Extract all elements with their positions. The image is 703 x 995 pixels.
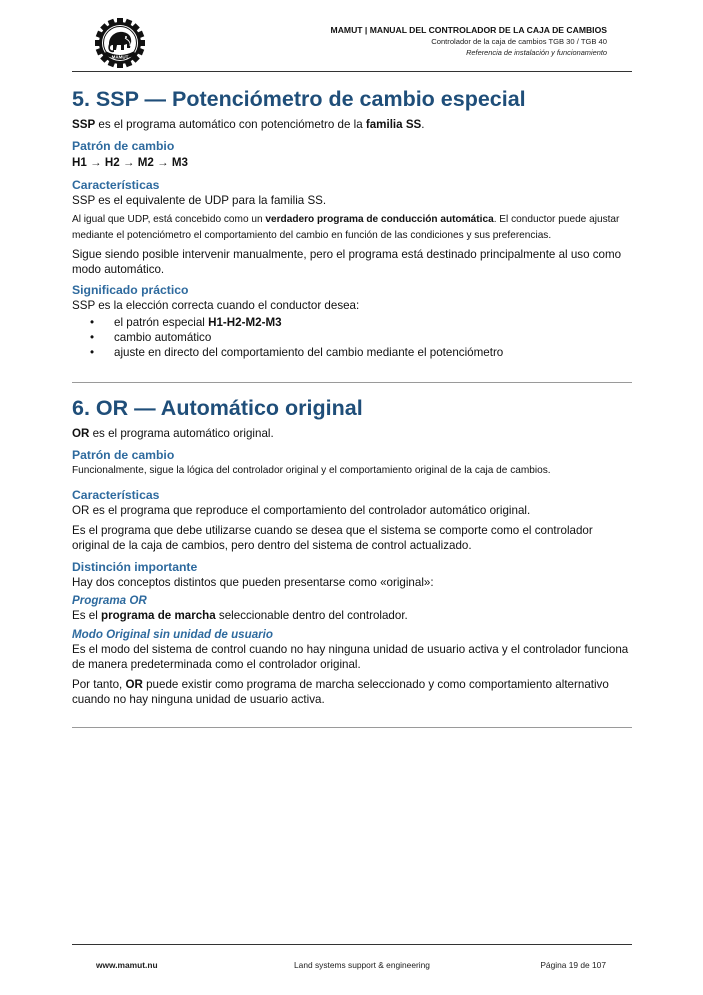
section-intro: SSP es el programa automático con potenciómetro de la familia SS. [72,118,425,131]
subheading-original-mode: Modo Original sin unidad de usuario [72,627,273,641]
section-title: 5. SSP — Potenciómetro de cambio especial [72,87,526,111]
subheading-pattern: Patrón de cambio [72,448,175,462]
footer-website[interactable]: www.mamut.nu [96,960,158,970]
subheading-features: Características [72,487,160,502]
bullet-list [72,315,632,360]
section-intro: OR es el programa automático original. [72,427,274,440]
header-subtitle: Controlador de la caja de cambios TGB 30 / TGB 40 [431,37,607,46]
subheading-program-or: Programa OR [72,593,147,607]
feature-paragraph: Al igual que UDP, está concebido como un verdadero programa de conducción automática. El conductor puede ajustar mediante el potenciómetro el comportamiento del cambio en función de las condiciones y sus preferencias. [72,214,620,241]
header-reference: Referencia de instalación y funcionamiento [466,48,607,57]
page-header [87,24,607,58]
program-paragraph: Es el programa de marcha seleccionable dentro del controlador. [72,608,408,622]
list-item: • cambio automático [72,330,632,345]
feature-paragraph: Es el programa que debe utilizarse cuando se desea que el sistema se comporte como el controlador original de la caja de cambios, pero dentro del sistema de control actualizado. [72,523,593,552]
header-title: MAMUT | MANUAL DEL CONTROLADOR DE LA CAJA DE CAMBIOS [330,25,607,35]
list-item: • ajuste en directo del comportamiento del cambio mediante el potenciómetro [72,345,632,360]
svg-text:MAMUT: MAMUT [111,54,129,60]
footer-page-number: Página 19 de 107 [540,960,606,970]
feature-paragraph: OR es el programa que reproduce el comportamiento del controlador automático original. [72,503,531,517]
feature-paragraph: SSP es el equivalente de UDP para la familia SS. [72,194,327,207]
footer-divider [72,944,632,945]
footer-tagline: Land systems support & engineering [294,960,430,970]
section-divider [72,727,632,728]
section-title: 6. OR — Automático original [72,396,363,420]
list-item: • el patrón especial H1-H2-M2-M3 [72,315,632,330]
page-content-2 [72,393,632,707]
mode-paragraph: Es el modo del sistema de control cuando no hay ninguna unidad de usuario activa y el controlador funciona de manera predeterminada como el controlador original. [72,642,629,671]
meaning-paragraph: SSP es la elección correcta cuando el conductor desea: [72,299,360,312]
section-or [72,393,632,707]
page-content [72,82,632,360]
subheading-features: Características [72,178,160,192]
section-ssp [72,84,632,360]
feature-paragraph: Sigue siendo posible intervenir manualmente, pero el programa está destinado principalmente al uso como modo automático. [72,248,622,276]
distinction-paragraph: Hay dos conceptos distintos que pueden presentarse como «original»: [72,575,434,589]
shift-pattern: H1 → H2 → M2 → M3 [72,156,188,169]
section-divider [72,382,632,383]
subheading-distinction: Distinción importante [72,559,198,574]
subheading-meaning: Significado práctico [72,283,189,297]
header-divider [72,71,632,72]
shift-pattern: Funcionalmente, sigue la lógica del controlador original y el comportamiento original de la caja de cambios. [72,465,551,476]
subheading-pattern: Patrón de cambio [72,139,175,153]
conclusion-paragraph: Por tanto, OR puede existir como programa de marcha seleccionado y como comportamiento alternativo cuando no hay ninguna unidad de usuario activa. [72,677,609,706]
